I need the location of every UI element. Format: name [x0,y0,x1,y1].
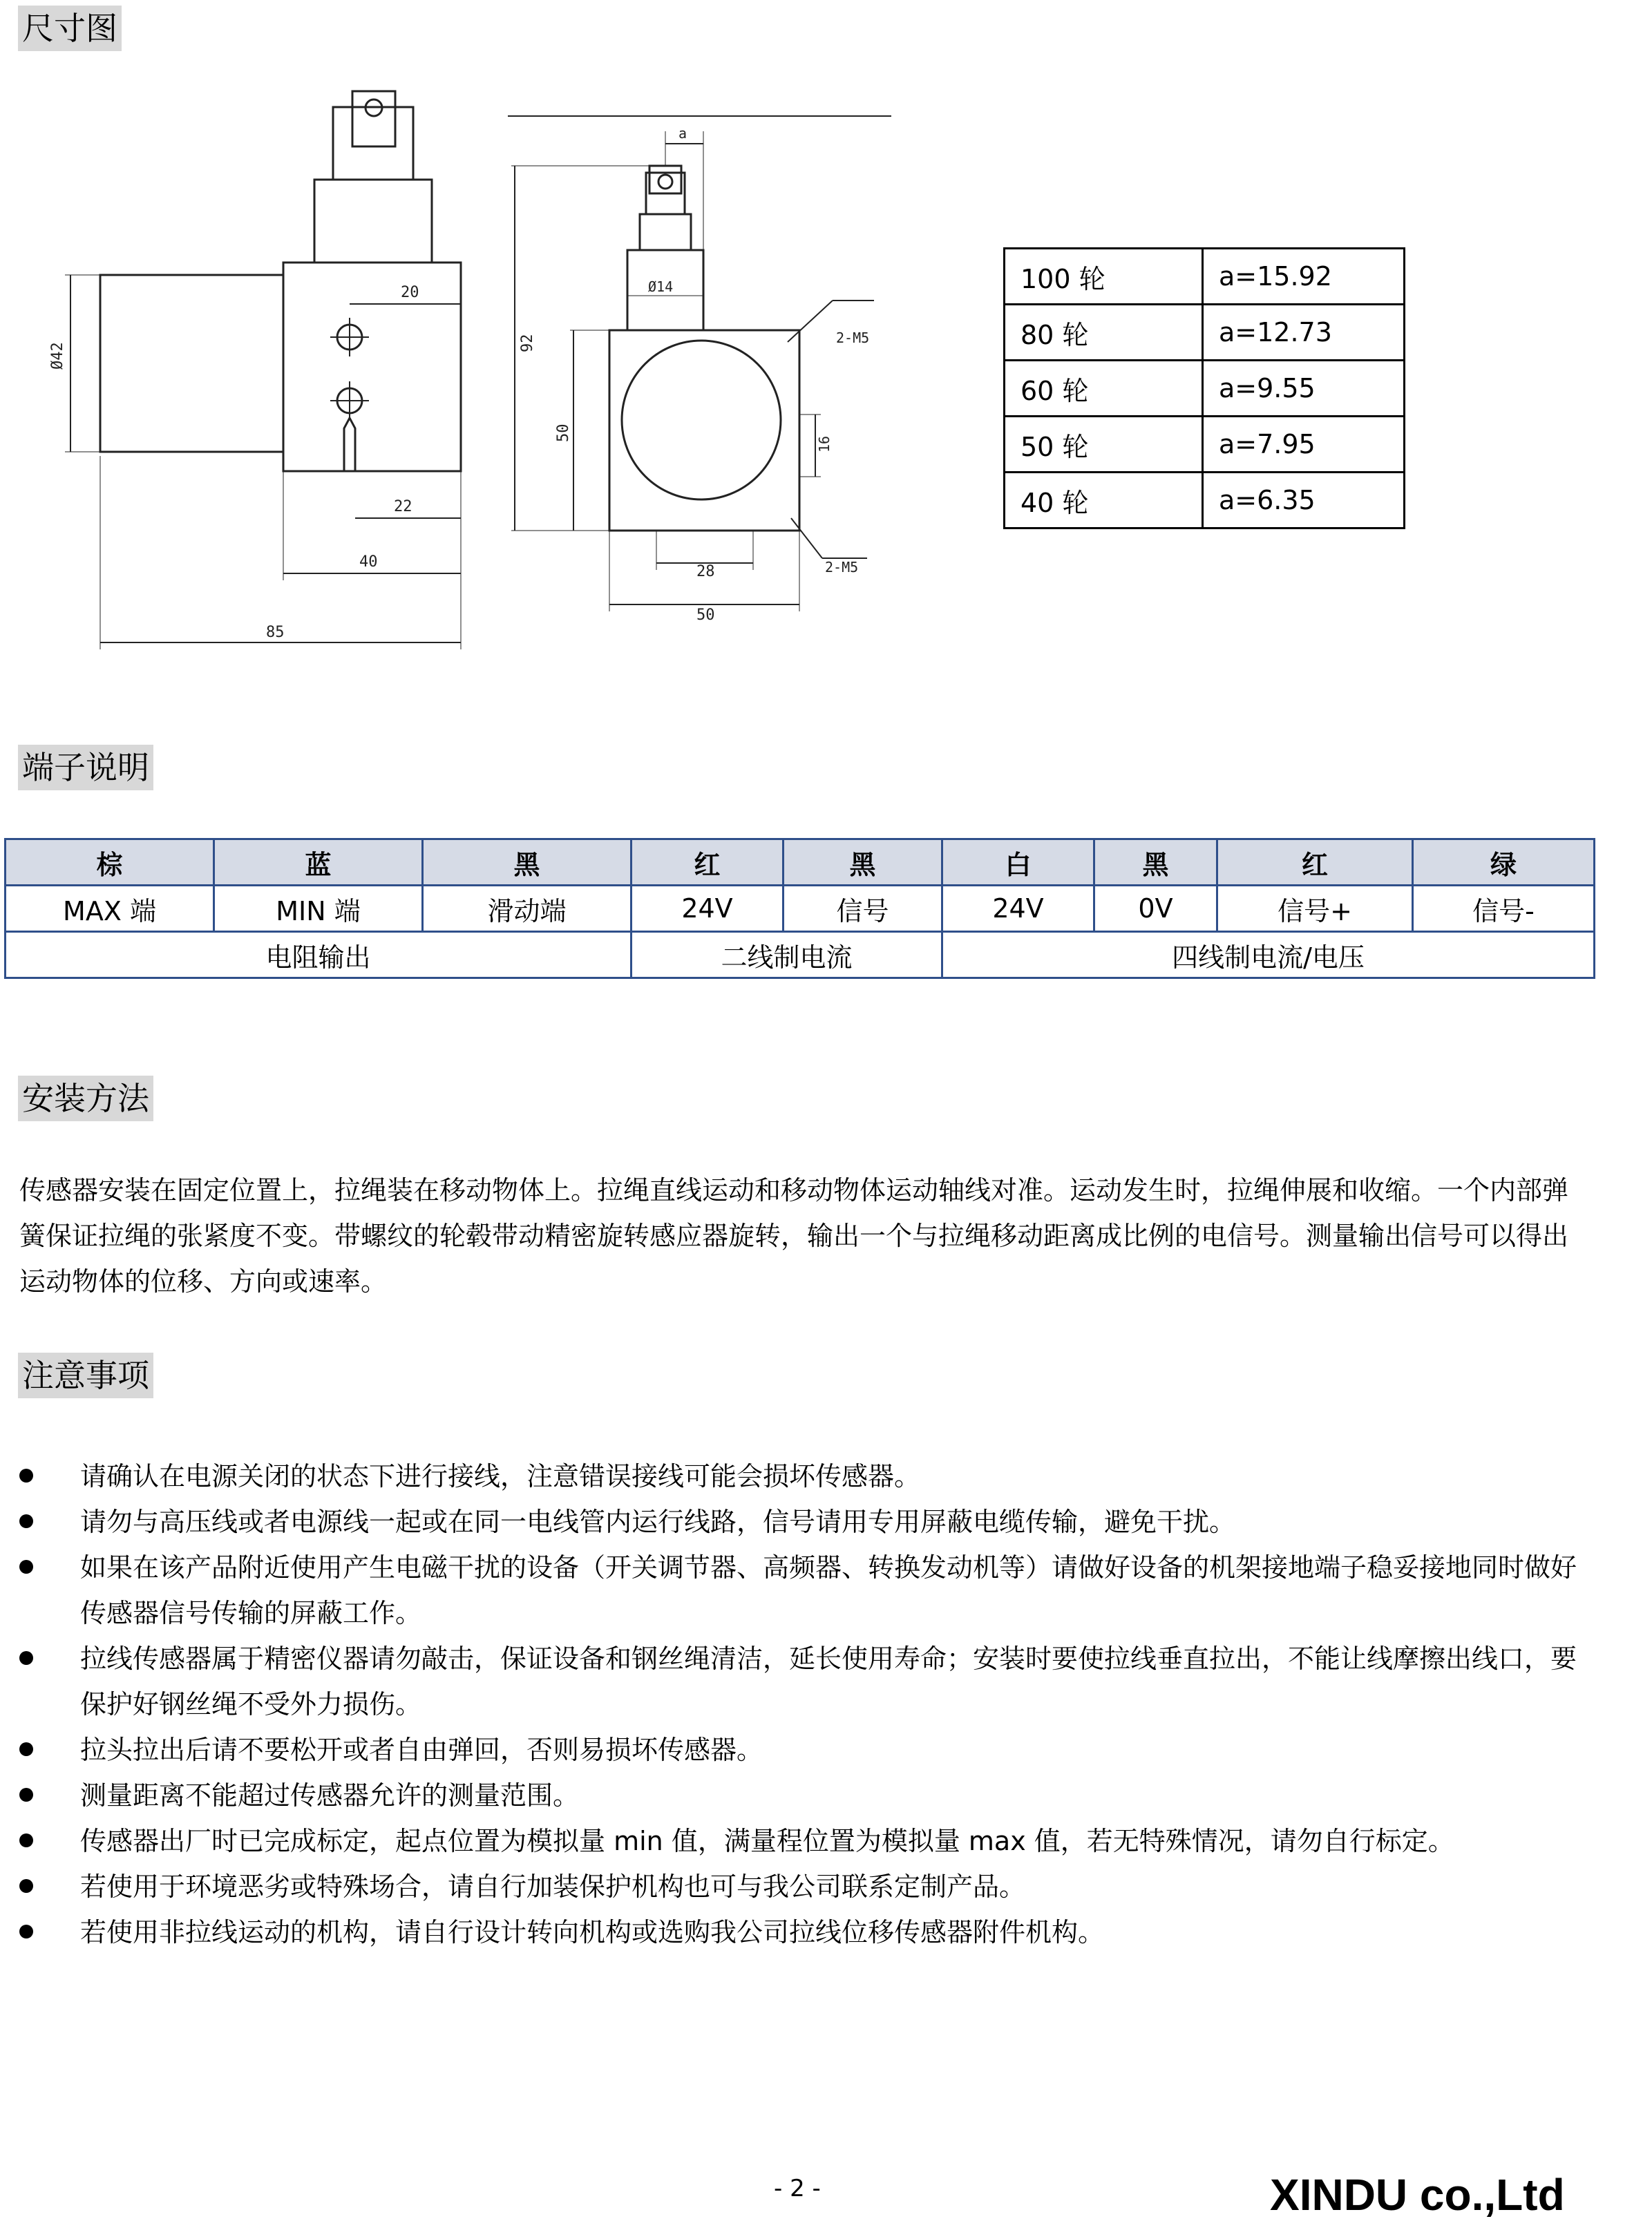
notes-list [19,1454,1582,1955]
dim-2-m5-top: 2-M5 [836,330,870,346]
dim-d42: Ø42 [49,342,66,370]
dim-50-height: 50 [555,423,572,442]
wire-function-row [6,886,1595,932]
dim-92: 92 [519,334,536,352]
cable-head-side [333,107,413,180]
wire-function-cell: MIN 端 [214,886,423,932]
table-row [1005,361,1405,417]
section-title-dimensions: 尺寸图 [18,6,122,51]
wire-color-cell: 红 [1217,839,1413,886]
output-type-cell: 电阻输出 [6,932,632,978]
wire-function-cell: 信号+ [1217,886,1413,932]
bullet-icon [19,1469,33,1483]
section-title-installation: 安装方法 [18,1076,153,1121]
table-row [1005,417,1405,473]
wheel-cell: 60 轮 [1005,361,1203,417]
output-type-cell: 二线制电流 [632,932,942,978]
table-row [1005,305,1405,361]
wheel-cell: 100 轮 [1005,249,1203,305]
company-name: XINDU co.,Ltd [1270,2170,1565,2220]
wire-color-cell: 黑 [423,839,632,886]
list-item [19,1454,1582,1499]
dim-2-m5-bottom: 2-M5 [825,559,859,575]
section-title-notes: 注意事项 [18,1353,153,1398]
dimension-drawing [41,69,912,677]
list-item [19,1773,1582,1818]
dim-50-width: 50 [696,607,715,624]
dim-28: 28 [696,563,715,580]
wire-color-cell: 黑 [784,839,942,886]
dim-20: 20 [401,284,419,301]
wire-color-cell: 白 [942,839,1094,886]
note-text: 若使用非拉线运动的机构，请自行设计转向机构或选购我公司拉线位移传感器附件机构。 [80,1917,1105,1947]
list-item [19,1636,1582,1727]
dim-40: 40 [359,553,378,571]
bullet-icon [19,1742,33,1756]
sensor-housing-front [609,330,799,531]
list-item [19,1909,1582,1955]
bullet-icon [19,1925,33,1938]
terminal-table [4,838,1595,979]
installation-paragraph: 传感器安装在固定位置上，拉绳装在移动物体上。拉绳直线运动和移动物体运动轴线对准。运动发生时，拉绳伸展和收缩。一个内部弹簧保证拉绳的张紧度不变。带螺纹的轮毂带动精密旋转感应器旋转，输出一个与拉绳移动距离成比例的电信号。测量输出信号可以得出运动物体的位移、方向或速率。 [19,1175,1569,1297]
sensor-housing-side [283,263,461,471]
wire-function-cell: 24V [632,886,784,932]
list-item [19,1499,1582,1545]
wire-color-cell: 红 [632,839,784,886]
wire-color-cell: 绿 [1413,839,1595,886]
a-value-cell: a=12.73 [1203,305,1405,361]
dim-85: 85 [266,624,285,641]
dim-22: 22 [394,498,412,515]
output-type-cell: 四线制电流/电压 [942,932,1595,978]
wheel-cell: 80 轮 [1005,305,1203,361]
wire-function-cell: 信号- [1413,886,1595,932]
wire-function-cell: 信号 [784,886,942,932]
dim-d14: Ø14 [648,278,674,295]
note-text: 请确认在电源关闭的状态下进行接线，注意错误接线可能会损坏传感器。 [80,1461,921,1492]
bullet-icon [19,1833,33,1847]
wire-function-cell: 滑动端 [423,886,632,932]
wire-function-cell: 24V [942,886,1094,932]
page-number: - 2 - [774,2175,821,2202]
a-value-cell: a=6.35 [1203,473,1405,528]
note-text: 拉头拉出后请不要松开或者自由弹回，否则易损坏传感器。 [80,1735,763,1765]
a-value-cell: a=9.55 [1203,361,1405,417]
a-value-cell: a=15.92 [1203,249,1405,305]
bullet-icon [19,1788,33,1802]
list-item [19,1864,1582,1909]
sensor-body-side [100,275,283,452]
dim-a: a [678,125,687,142]
note-text: 如果在该产品附近使用产生电磁干扰的设备（开关调节器、高频器、转换发动机等）请做好设备的机架接地端子稳妥接地同时做好传感器信号传输的屏蔽工作。 [80,1552,1577,1628]
dim-16: 16 [816,435,833,452]
bullet-icon [19,1560,33,1574]
cable-outlet-side [314,180,432,263]
wire-function-cell: MAX 端 [6,886,214,932]
note-text: 请勿与高压线或者电源线一起或在同一电线管内运行线路，信号请用专用屏蔽电缆传输，避免干扰。 [80,1507,1236,1537]
wire-color-cell: 蓝 [214,839,423,886]
note-text: 拉线传感器属于精密仪器请勿敲击，保证设备和钢丝绳清洁，延长使用寿命；安装时要使拉线垂直拉出，不能让线摩擦出线口，要保护好钢丝绳不受外力损伤。 [80,1643,1577,1719]
a-value-cell: a=7.95 [1203,417,1405,473]
section-title-terminals: 端子说明 [18,745,153,790]
table-row [1005,249,1405,305]
table-row [1005,473,1405,528]
list-item [19,1545,1582,1636]
wheel-size-table [1003,247,1405,529]
wire-color-cell: 黑 [1094,839,1217,886]
bullet-icon [19,1651,33,1665]
list-item [19,1818,1582,1864]
note-text: 测量距离不能超过传感器允许的测量范围。 [80,1780,580,1811]
wire-function-cell: 0V [1094,886,1217,932]
wheel-circle [622,341,781,499]
note-text: 若使用于环境恶劣或特殊场合，请自行加装保护机构也可与我公司联系定制产品。 [80,1871,1026,1902]
wire-color-row [6,839,1595,886]
bullet-icon [19,1879,33,1893]
bullet-icon [19,1514,33,1528]
output-type-row [6,932,1595,978]
list-item [19,1727,1582,1773]
wheel-cell: 40 轮 [1005,473,1203,528]
wheel-cell: 50 轮 [1005,417,1203,473]
note-text: 传感器出厂时已完成标定，起点位置为模拟量 min 值，满量程位置为模拟量 max 值，若无特殊情况，请勿自行标定。 [80,1826,1454,1856]
wire-color-cell: 棕 [6,839,214,886]
